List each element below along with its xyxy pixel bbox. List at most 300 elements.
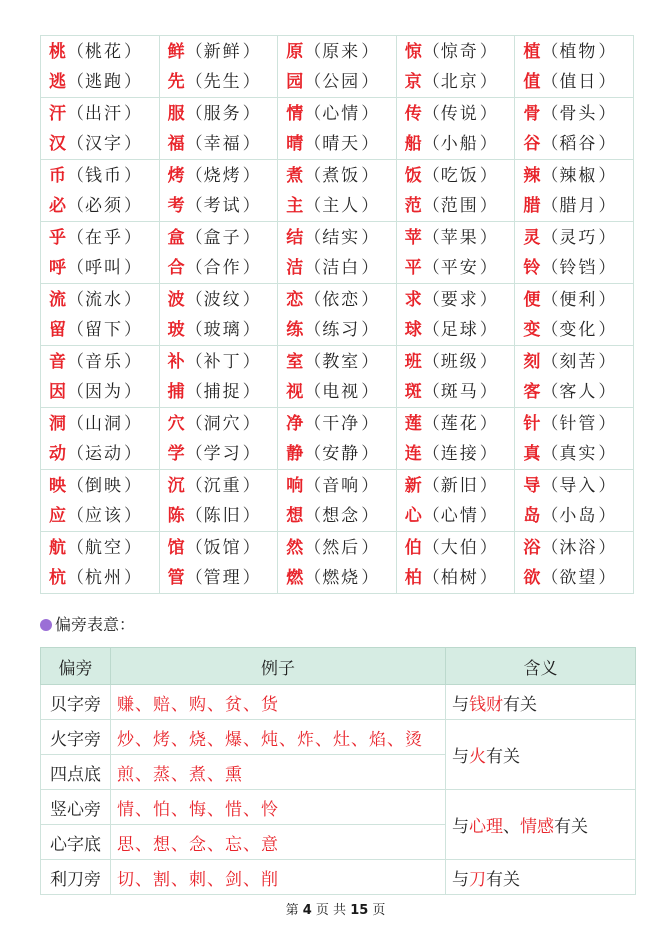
character: 逃 (49, 71, 66, 92)
table-row (41, 860, 636, 895)
word-pair: 真（真实） (523, 443, 616, 464)
word-pair: 响（音响） (286, 475, 379, 496)
word-cell (396, 346, 515, 408)
word-pair: 流（流水） (49, 289, 141, 310)
radical-name: 四点底 (41, 755, 111, 790)
word-pair: 先（先生） (167, 71, 260, 92)
word-pair: 园（公园） (286, 71, 379, 92)
word-cell (159, 470, 278, 532)
character: 玻 (167, 319, 185, 340)
word-pair: 谷（稻谷） (523, 133, 616, 154)
grid-row (41, 160, 634, 222)
character: 谷 (523, 133, 541, 154)
word-pair: 补（补丁） (167, 351, 260, 372)
section-title-text: 偏旁表意： (55, 615, 136, 634)
word-cell (396, 36, 515, 98)
word-cell (41, 36, 160, 98)
radical-meaning: 与心理、情感有关 (446, 790, 636, 860)
example-word: 客人 (559, 381, 598, 402)
word-pair: 心（心情） (404, 505, 497, 526)
word-cell (278, 532, 397, 594)
character: 浴 (523, 537, 541, 558)
radical-name: 火字旁 (41, 720, 111, 755)
character: 波 (167, 289, 185, 310)
word-pair: 新（新旧） (404, 475, 497, 496)
table-row (41, 790, 636, 825)
word-cell (159, 284, 278, 346)
example-word: 铃铛 (559, 257, 598, 278)
character: 陈 (167, 505, 185, 526)
example-word: 针管 (559, 413, 598, 434)
example-word: 北京 (440, 71, 479, 92)
character: 欲 (523, 567, 541, 588)
word-pair: 班（班级） (404, 351, 497, 372)
example-word: 平安 (440, 257, 479, 278)
word-pair: 针（针管） (523, 413, 616, 434)
word-cell (159, 346, 278, 408)
example-word: 想念 (322, 505, 361, 526)
word-cell (278, 346, 397, 408)
example-word: 盒子 (203, 227, 242, 248)
character: 心 (404, 505, 422, 526)
example-word: 值日 (559, 71, 598, 92)
character: 留 (49, 319, 66, 340)
character: 辣 (523, 165, 541, 186)
word-pair: 刻（刻苦） (523, 351, 616, 372)
radical-meaning: 与火有关 (446, 720, 636, 790)
character: 视 (286, 381, 304, 402)
character: 杭 (49, 567, 66, 588)
example-word: 汉字 (85, 133, 123, 154)
example-word: 结实 (322, 227, 361, 248)
grid-row (41, 532, 634, 594)
character: 先 (167, 71, 185, 92)
word-pair: 管（管理） (167, 567, 260, 588)
word-pair: 留（留下） (49, 319, 141, 340)
example-word: 合作 (203, 257, 242, 278)
example-word: 煮饭 (322, 165, 361, 186)
character: 传 (404, 103, 422, 124)
character: 盒 (167, 227, 185, 248)
example-word: 晴天 (322, 133, 361, 154)
word-cell (159, 98, 278, 160)
word-pair: 晴（晴天） (286, 133, 379, 154)
word-cell (41, 532, 160, 594)
character: 馆 (167, 537, 185, 558)
example-word: 洞穴 (203, 413, 242, 434)
example-word: 沐浴 (559, 537, 598, 558)
character: 导 (523, 475, 541, 496)
example-word: 钱币 (85, 165, 123, 186)
word-pair: 燃（燃烧） (286, 567, 379, 588)
example-word: 音响 (322, 475, 361, 496)
word-pair: 动（运动） (49, 443, 141, 464)
word-pair: 惊（惊奇） (404, 41, 497, 62)
word-pair: 逃（逃跑） (49, 71, 141, 92)
word-pair: 船（小船） (404, 133, 497, 154)
word-pair: 汉（汉字） (49, 133, 141, 154)
example-word: 真实 (559, 443, 598, 464)
example-word: 烧烤 (203, 165, 242, 186)
character: 室 (286, 351, 304, 372)
word-pair: 然（然后） (286, 537, 379, 558)
character: 币 (49, 165, 66, 186)
word-pair: 苹（苹果） (404, 227, 497, 248)
example-word: 捕捉 (203, 381, 242, 402)
word-pair: 植（植物） (523, 41, 616, 62)
example-word: 陈旧 (203, 505, 242, 526)
character: 骨 (523, 103, 541, 124)
word-cell (515, 222, 634, 284)
example-word: 心情 (322, 103, 361, 124)
word-pair: 考（考试） (167, 195, 260, 216)
example-word: 幸福 (203, 133, 242, 154)
word-pair: 平（平安） (404, 257, 497, 278)
word-cell (515, 408, 634, 470)
word-pair: 求（要求） (404, 289, 497, 310)
word-pair: 岛（小岛） (523, 505, 616, 526)
grid-row (41, 98, 634, 160)
word-pair: 应（应该） (49, 505, 141, 526)
example-word: 范围 (440, 195, 479, 216)
word-cell (515, 36, 634, 98)
radical-meaning-table (40, 647, 636, 895)
word-pair: 球（足球） (404, 319, 497, 340)
character: 真 (523, 443, 541, 464)
word-cell (515, 346, 634, 408)
character: 灵 (523, 227, 541, 248)
example-word: 补丁 (203, 351, 242, 372)
character: 服 (167, 103, 185, 124)
character: 京 (404, 71, 422, 92)
word-cell (41, 346, 160, 408)
example-word: 出汗 (85, 103, 123, 124)
word-cell (41, 408, 160, 470)
example-word: 欲望 (559, 567, 598, 588)
word-pair: 练（练习） (286, 319, 379, 340)
word-pair: 浴（沐浴） (523, 537, 616, 558)
example-word: 依恋 (322, 289, 361, 310)
character: 呼 (49, 257, 66, 278)
word-pair: 便（便利） (523, 289, 616, 310)
word-pair: 饭（吃饭） (404, 165, 497, 186)
character: 煮 (286, 165, 304, 186)
grid-row (41, 346, 634, 408)
example-word: 刻苦 (559, 351, 598, 372)
example-word: 呼叫 (85, 257, 123, 278)
character: 铃 (523, 257, 541, 278)
example-word: 连接 (440, 443, 479, 464)
word-pair: 捕（捕捉） (167, 381, 260, 402)
example-word: 便利 (559, 289, 598, 310)
word-pair: 静（安静） (286, 443, 379, 464)
radical-name: 心字底 (41, 825, 111, 860)
word-pair: 盒（盒子） (167, 227, 260, 248)
radical-examples: 切、割、刺、剑、削 (111, 860, 446, 895)
radical-table-header (41, 648, 636, 685)
word-pair: 航（航空） (49, 537, 141, 558)
word-pair: 鲜（新鲜） (167, 41, 260, 62)
word-pair: 洞（山洞） (49, 413, 141, 434)
character: 连 (404, 443, 422, 464)
example-word: 考试 (203, 195, 242, 216)
radical-name: 利刀旁 (41, 860, 111, 895)
character: 流 (49, 289, 66, 310)
example-word: 大伯 (440, 537, 479, 558)
character: 然 (286, 537, 304, 558)
radical-name: 竖心旁 (41, 790, 111, 825)
character: 音 (49, 351, 66, 372)
example-word: 逃跑 (85, 71, 123, 92)
character: 客 (523, 381, 541, 402)
example-word: 航空 (85, 537, 123, 558)
example-word: 教室 (322, 351, 361, 372)
character: 船 (404, 133, 422, 154)
grid-row (41, 470, 634, 532)
character: 考 (167, 195, 185, 216)
character: 刻 (523, 351, 541, 372)
section-title (40, 614, 135, 636)
word-pair: 导（导入） (523, 475, 616, 496)
word-cell (41, 222, 160, 284)
character: 汉 (49, 133, 66, 154)
character: 净 (286, 413, 304, 434)
example-word: 先生 (203, 71, 242, 92)
word-pair: 玻（玻璃） (167, 319, 260, 340)
example-word: 苹果 (440, 227, 479, 248)
example-word: 服务 (203, 103, 242, 124)
example-word: 传说 (440, 103, 479, 124)
word-cell (515, 284, 634, 346)
example-word: 运动 (85, 443, 123, 464)
example-word: 练习 (322, 319, 361, 340)
character: 必 (49, 195, 66, 216)
word-cell (159, 408, 278, 470)
word-grid (40, 35, 634, 594)
word-pair: 伯（大伯） (404, 537, 497, 558)
example-word: 新旧 (440, 475, 479, 496)
word-pair: 情（心情） (286, 103, 379, 124)
example-word: 音乐 (85, 351, 123, 372)
header-radical: 偏旁 (41, 648, 111, 685)
example-word: 杭州 (85, 567, 123, 588)
word-pair: 铃（铃铛） (523, 257, 616, 278)
character: 学 (167, 443, 185, 464)
word-cell (278, 98, 397, 160)
word-pair: 传（传说） (404, 103, 497, 124)
radical-meaning: 与刀有关 (446, 860, 636, 895)
example-word: 应该 (85, 505, 123, 526)
example-word: 在乎 (85, 227, 123, 248)
word-pair: 汗（出汗） (49, 103, 141, 124)
word-cell (396, 470, 515, 532)
example-word: 管理 (203, 567, 242, 588)
word-pair: 烤（烧烤） (167, 165, 260, 186)
word-cell (159, 36, 278, 98)
example-word: 要求 (440, 289, 479, 310)
example-word: 主人 (322, 195, 361, 216)
example-word: 斑马 (440, 381, 479, 402)
character: 燃 (286, 567, 304, 588)
example-word: 吃饭 (440, 165, 479, 186)
page-number: 4 (302, 903, 312, 918)
page-total: 15 (350, 903, 369, 918)
character: 晴 (286, 133, 304, 154)
character: 便 (523, 289, 541, 310)
character: 管 (167, 567, 185, 588)
word-pair: 杭（杭州） (49, 567, 141, 588)
word-pair: 穴（洞穴） (167, 413, 260, 434)
word-cell (278, 408, 397, 470)
radical-meaning: 与钱财有关 (446, 685, 636, 720)
example-word: 必须 (85, 195, 123, 216)
example-word: 新鲜 (203, 41, 242, 62)
character: 福 (167, 133, 185, 154)
example-word: 稻谷 (559, 133, 598, 154)
word-cell (515, 160, 634, 222)
word-pair: 辣（辣椒） (523, 165, 616, 186)
example-word: 桃花 (85, 41, 123, 62)
word-pair: 呼（呼叫） (49, 257, 141, 278)
example-word: 心情 (440, 505, 479, 526)
word-pair: 值（值日） (523, 71, 616, 92)
word-cell (396, 408, 515, 470)
page-footer: 第 4 页 共 15 页 (285, 903, 386, 918)
example-word: 洁白 (322, 257, 361, 278)
character: 范 (404, 195, 422, 216)
word-cell (515, 532, 634, 594)
word-pair: 洁（洁白） (286, 257, 379, 278)
word-pair: 范（范围） (404, 195, 497, 216)
character: 静 (286, 443, 304, 464)
character: 新 (404, 475, 422, 496)
word-pair: 福（幸福） (167, 133, 260, 154)
word-pair: 视（电视） (286, 381, 379, 402)
character: 饭 (404, 165, 422, 186)
word-cell (396, 222, 515, 284)
example-word: 变化 (559, 319, 598, 340)
example-word: 班级 (440, 351, 479, 372)
character: 平 (404, 257, 422, 278)
example-word: 燃烧 (322, 567, 361, 588)
example-word: 沉重 (203, 475, 242, 496)
character: 鲜 (167, 41, 185, 62)
character: 补 (167, 351, 185, 372)
character: 值 (523, 71, 541, 92)
grid-row (41, 408, 634, 470)
example-word: 因为 (85, 381, 123, 402)
grid-row (41, 284, 634, 346)
word-pair: 柏（柏树） (404, 567, 497, 588)
header-examples: 例子 (111, 648, 446, 685)
example-word: 足球 (440, 319, 479, 340)
example-word: 灵巧 (559, 227, 598, 248)
example-word: 导入 (559, 475, 598, 496)
character: 岛 (523, 505, 541, 526)
example-word: 山洞 (85, 413, 123, 434)
word-pair: 币（钱币） (49, 165, 141, 186)
word-pair: 莲（莲花） (404, 413, 497, 434)
character: 烤 (167, 165, 185, 186)
word-pair: 映（倒映） (49, 475, 141, 496)
character: 斑 (404, 381, 422, 402)
word-cell (41, 470, 160, 532)
character: 洁 (286, 257, 304, 278)
word-pair: 乎（在乎） (49, 227, 141, 248)
word-cell (41, 160, 160, 222)
word-cell (278, 284, 397, 346)
character: 惊 (404, 41, 422, 62)
character: 乎 (49, 227, 66, 248)
word-cell (278, 470, 397, 532)
word-cell (159, 532, 278, 594)
example-word: 植物 (559, 41, 598, 62)
character: 原 (286, 41, 304, 62)
grid-row (41, 36, 634, 98)
word-cell (396, 98, 515, 160)
bullet-dot-icon (40, 619, 52, 631)
word-pair: 腊（腊月） (523, 195, 616, 216)
radical-examples: 炒、烤、烧、爆、炖、炸、灶、焰、烫 (111, 720, 446, 755)
word-cell (159, 160, 278, 222)
example-word: 学习 (203, 443, 242, 464)
radical-examples: 煎、蒸、煮、熏 (111, 755, 446, 790)
word-cell (515, 470, 634, 532)
character: 球 (404, 319, 422, 340)
example-word: 留下 (85, 319, 123, 340)
word-pair: 京（北京） (404, 71, 497, 92)
word-cell (278, 160, 397, 222)
word-pair: 连（连接） (404, 443, 497, 464)
character: 映 (49, 475, 66, 496)
word-pair: 波（波纹） (167, 289, 260, 310)
header-meaning: 含义 (446, 648, 636, 685)
word-pair: 学（学习） (167, 443, 260, 464)
word-pair: 骨（骨头） (523, 103, 616, 124)
word-pair: 沉（沉重） (167, 475, 260, 496)
word-cell (396, 284, 515, 346)
character: 腊 (523, 195, 541, 216)
character: 莲 (404, 413, 422, 434)
example-word: 腊月 (559, 195, 598, 216)
example-word: 小船 (440, 133, 479, 154)
grid-row (41, 222, 634, 284)
character: 汗 (49, 103, 66, 124)
table-row (41, 685, 636, 720)
character: 柏 (404, 567, 422, 588)
word-pair: 结（结实） (286, 227, 379, 248)
word-cell (41, 98, 160, 160)
radical-examples: 情、怕、悔、惜、怜 (111, 790, 446, 825)
word-pair: 变（变化） (523, 319, 616, 340)
character: 主 (286, 195, 304, 216)
example-word: 柏树 (440, 567, 479, 588)
character: 因 (49, 381, 66, 402)
radical-examples: 思、想、念、忘、意 (111, 825, 446, 860)
radical-examples: 赚、赔、购、贫、货 (111, 685, 446, 720)
word-cell (396, 532, 515, 594)
word-pair: 服（服务） (167, 103, 260, 124)
character: 想 (286, 505, 304, 526)
character: 针 (523, 413, 541, 434)
word-pair: 必（必须） (49, 195, 141, 216)
character: 应 (49, 505, 66, 526)
example-word: 莲花 (440, 413, 479, 434)
word-pair: 想（想念） (286, 505, 379, 526)
example-word: 原来 (322, 41, 361, 62)
character: 穴 (167, 413, 185, 434)
word-pair: 净（干净） (286, 413, 379, 434)
